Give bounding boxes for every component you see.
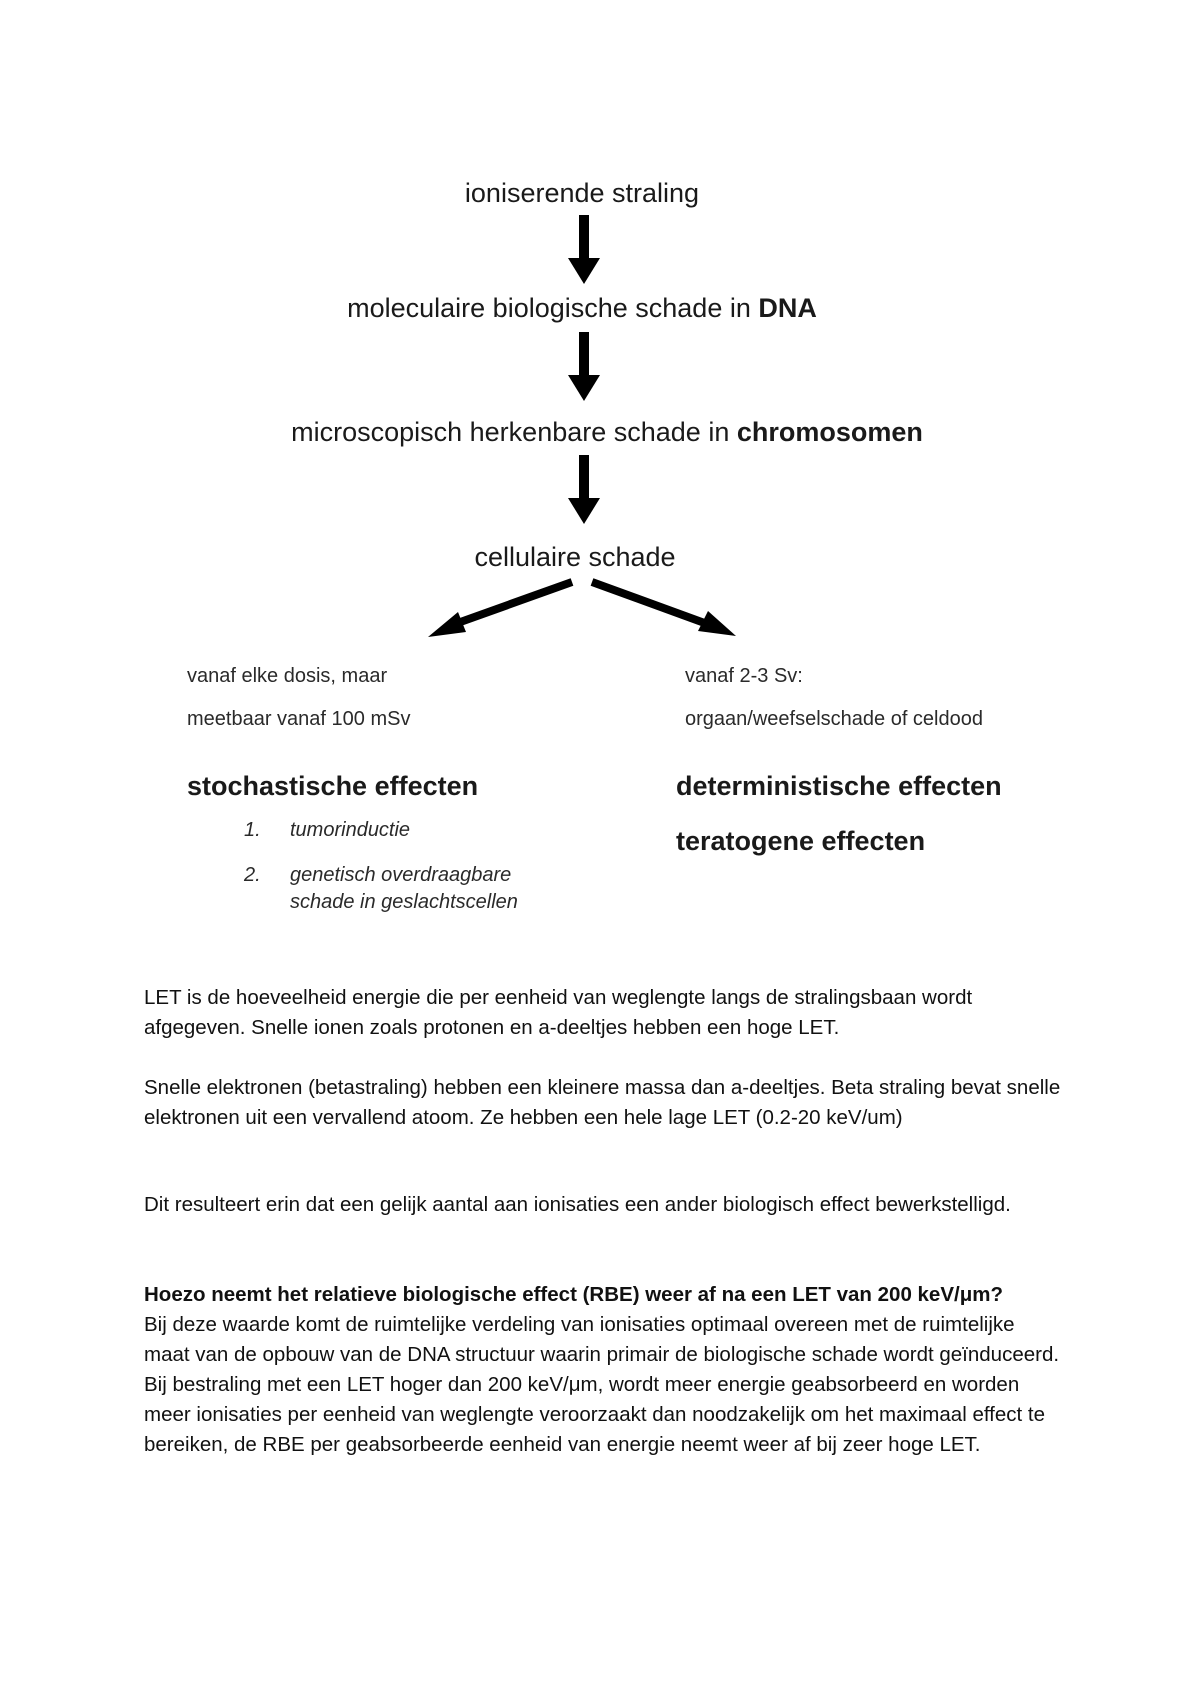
step-4-label: cellulaire schade (474, 542, 676, 572)
qa-section (144, 1280, 1064, 1460)
list-item-tumorinductie: tumorinductie (290, 819, 411, 841)
list-item-genetic-line-2: schade in geslachtscellen (290, 891, 518, 913)
step-3-label: microscopisch herkenbare schade in (291, 417, 737, 447)
step-2-bold: DNA (758, 293, 817, 323)
paragraph-3: Dit resulteert erin dat een gelijk aantal aan ionisaties een ander biologisch effect bewerkstelligd. (144, 1193, 1011, 1216)
teratogenic-effects-title: teratogene effecten (676, 826, 926, 856)
stochastic-effects-title: stochastische effecten (187, 771, 479, 801)
branch-arrow-left (428, 582, 572, 637)
step-dna-damage (0, 293, 1164, 324)
step-chromosome-damage (0, 417, 1200, 448)
step-ionizing-radiation (0, 178, 1164, 209)
step-3-bold: chromosomen (736, 417, 923, 447)
answer-paragraph: Bij deze waarde komt de ruimtelijke verdeling van ionisaties optimaal overeen met de ruimtelijke maat van de opbouw van de DNA structuur waarin primair de biologische schade wordt geïnduceerd. Bij bestraling met een LET hoger dan 200 keV/μm, wordt meer energie geabsorbeerd en worden meer ionisaties per eenheid van weglengte veroorzaakt dan noodzakelijk om het maximaal effect te bereiken, de RBE per geabsorbeerde eenheid van energie neemt weer af bij zeer hoge LET. (144, 1313, 1060, 1456)
paragraph-ionisations (144, 1190, 1064, 1220)
paragraph-beta-radiation (144, 1073, 1064, 1133)
deterministic-effects-title: deterministische effecten (676, 771, 1002, 801)
list-item-genetic-line-1: genetisch overdraagbare (290, 864, 512, 886)
paragraph-2: Snelle elektronen (betastraling) hebben een kleinere massa dan a-deeltjes. Beta straling bevat snelle elektronen uit een vervallend atoom. Ze hebben een hele lage LET (0.2-20 keV/um) (144, 1076, 1061, 1129)
step-cellular-damage (0, 542, 1150, 573)
list-number-2: 2. (244, 864, 261, 886)
paragraph-let-definition (144, 983, 1064, 1043)
branch-arrow-right (592, 582, 736, 636)
down-arrow-2 (568, 332, 600, 401)
down-arrow-1 (568, 215, 600, 284)
left-dose-line-1: vanaf elke dosis, maar (187, 665, 388, 687)
question-heading: Hoezo neemt het relatieve biologische effect (RBE) weer af na een LET van 200 keV/μm? (144, 1283, 1003, 1306)
flow-diagram-arrows (0, 0, 1200, 700)
left-dose-line-2: meetbaar vanaf 100 mSv (187, 708, 411, 730)
right-dose-line-2: orgaan/weefselschade of celdood (685, 708, 983, 730)
right-dose-line-1: vanaf 2-3 Sv: (685, 665, 803, 687)
down-arrow-3 (568, 455, 600, 524)
step-1-label: ioniserende straling (464, 178, 700, 208)
step-2-label: moleculaire biologische schade in (347, 293, 759, 323)
list-number-1: 1. (244, 819, 261, 841)
paragraph-1: LET is de hoeveelheid energie die per eenheid van weglengte langs de stralingsbaan wordt afgegeven. Snelle ionen zoals protonen en a-deeltjes hebben een hoge LET. (144, 986, 973, 1039)
